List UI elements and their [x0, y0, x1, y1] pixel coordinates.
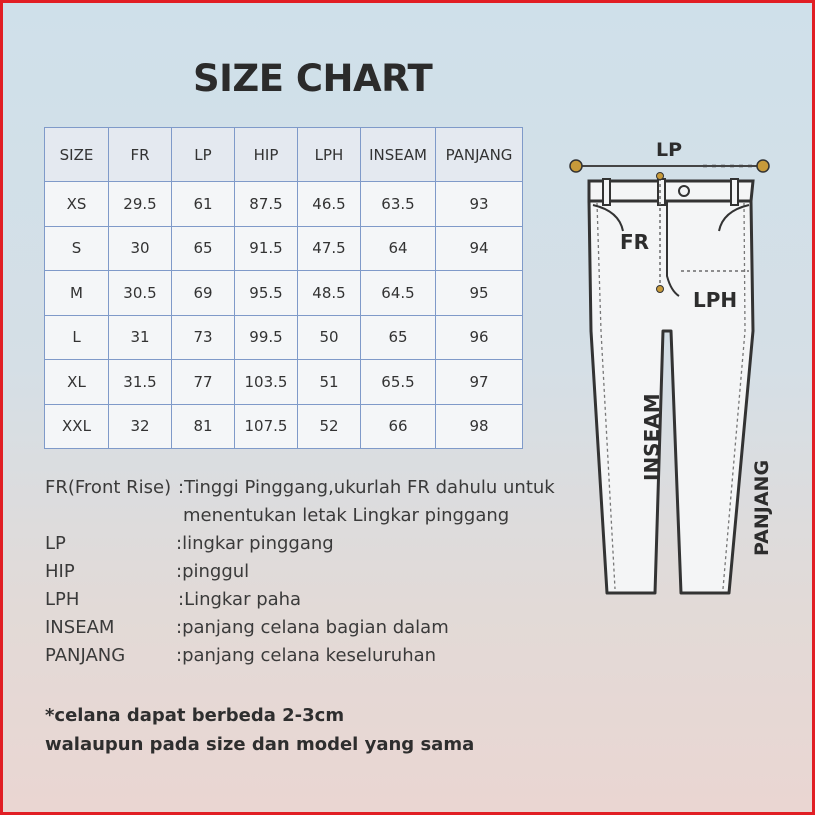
table-cell: 29.5 — [109, 182, 172, 227]
table-row — [45, 226, 523, 271]
column-header: PANJANG — [436, 128, 523, 182]
table-cell: XL — [45, 360, 109, 405]
legend-term: FR(Front Rise) — [45, 477, 172, 498]
waist-right-marker-icon — [757, 160, 769, 172]
column-header: LP — [172, 128, 235, 182]
size-table — [44, 127, 523, 449]
button-icon — [679, 186, 689, 196]
table-cell: 91.5 — [235, 226, 298, 271]
table-row — [45, 315, 523, 360]
legend-definition: :Tinggi Pinggang,ukurlah FR dahulu untuk — [178, 477, 555, 498]
table-cell: 94 — [436, 226, 523, 271]
table-cell: 98 — [436, 404, 523, 449]
table-cell: 107.5 — [235, 404, 298, 449]
table-cell: 93 — [436, 182, 523, 227]
table-row — [45, 271, 523, 316]
table-row — [45, 360, 523, 405]
table-cell: 50 — [298, 315, 361, 360]
pants-measurement-diagram — [563, 131, 803, 606]
table-cell: 97 — [436, 360, 523, 405]
table-cell: 66 — [361, 404, 436, 449]
waistband — [589, 181, 753, 201]
table-cell: 51 — [298, 360, 361, 405]
table-cell: 73 — [172, 315, 235, 360]
table-cell: 99.5 — [235, 315, 298, 360]
lp-label: LP — [656, 139, 683, 161]
table-cell: 95.5 — [235, 271, 298, 316]
lph-label: LPH — [693, 288, 738, 312]
legend-definition: :panjang celana bagian dalam — [176, 617, 449, 638]
table-cell: 65 — [361, 315, 436, 360]
table-cell: 64.5 — [361, 271, 436, 316]
table-cell: 65 — [172, 226, 235, 271]
table-cell: 87.5 — [235, 182, 298, 227]
legend-definition: :panjang celana keseluruhan — [176, 645, 437, 666]
waist-left-marker-icon — [570, 160, 582, 172]
disclaimer-line: walaupun pada size dan model yang sama — [45, 734, 475, 755]
table-cell: 69 — [172, 271, 235, 316]
table-cell: 64 — [361, 226, 436, 271]
table-row — [45, 404, 523, 449]
legend-definition: :pinggul — [176, 561, 250, 582]
table-cell: 31 — [109, 315, 172, 360]
table-cell: 30 — [109, 226, 172, 271]
table-cell: 96 — [436, 315, 523, 360]
inseam-label: INSEAM — [640, 393, 664, 481]
table-cell: M — [45, 271, 109, 316]
column-header: HIP — [235, 128, 298, 182]
legend-term: HIP — [45, 561, 75, 582]
table-cell: 32 — [109, 404, 172, 449]
page-title: SIZE CHART — [193, 57, 433, 100]
column-header: FR — [109, 128, 172, 182]
legend-term: INSEAM — [45, 617, 115, 638]
table-cell: S — [45, 226, 109, 271]
table-cell: 63.5 — [361, 182, 436, 227]
table-cell: 31.5 — [109, 360, 172, 405]
table-cell: 77 — [172, 360, 235, 405]
table-cell: XXL — [45, 404, 109, 449]
column-header: INSEAM — [361, 128, 436, 182]
table-cell: 48.5 — [298, 271, 361, 316]
column-header: LPH — [298, 128, 361, 182]
panjang-label: PANJANG — [751, 459, 773, 556]
table-cell: 46.5 — [298, 182, 361, 227]
table-cell: 47.5 — [298, 226, 361, 271]
legend-term: LP — [45, 533, 66, 554]
disclaimer-note — [45, 701, 474, 759]
table-cell: 95 — [436, 271, 523, 316]
table-cell: 61 — [172, 182, 235, 227]
belt-loop — [603, 179, 610, 205]
table-header-row — [45, 128, 523, 182]
belt-loop — [731, 179, 738, 205]
legend-definition-continued: menentukan letak Lingkar pinggang — [183, 505, 510, 526]
column-header: SIZE — [45, 128, 109, 182]
fr-bottom-marker-icon — [657, 286, 664, 293]
fr-label: FR — [620, 230, 650, 254]
legend-definition: :lingkar pinggang — [176, 533, 334, 554]
table-cell: XS — [45, 182, 109, 227]
table-cell: 81 — [172, 404, 235, 449]
table-cell: 30.5 — [109, 271, 172, 316]
belt-loop — [658, 179, 665, 205]
table-cell: 65.5 — [361, 360, 436, 405]
disclaimer-line: *celana dapat berbeda 2-3cm — [45, 705, 345, 726]
pants-outline — [589, 201, 753, 593]
table-cell: 103.5 — [235, 360, 298, 405]
fr-top-marker-icon — [657, 173, 664, 180]
legend-term: LPH — [45, 589, 80, 610]
table-cell: L — [45, 315, 109, 360]
legend-definition: :Lingkar paha — [178, 589, 302, 610]
table-row — [45, 182, 523, 227]
legend-term: PANJANG — [45, 645, 126, 666]
table-cell: 52 — [298, 404, 361, 449]
